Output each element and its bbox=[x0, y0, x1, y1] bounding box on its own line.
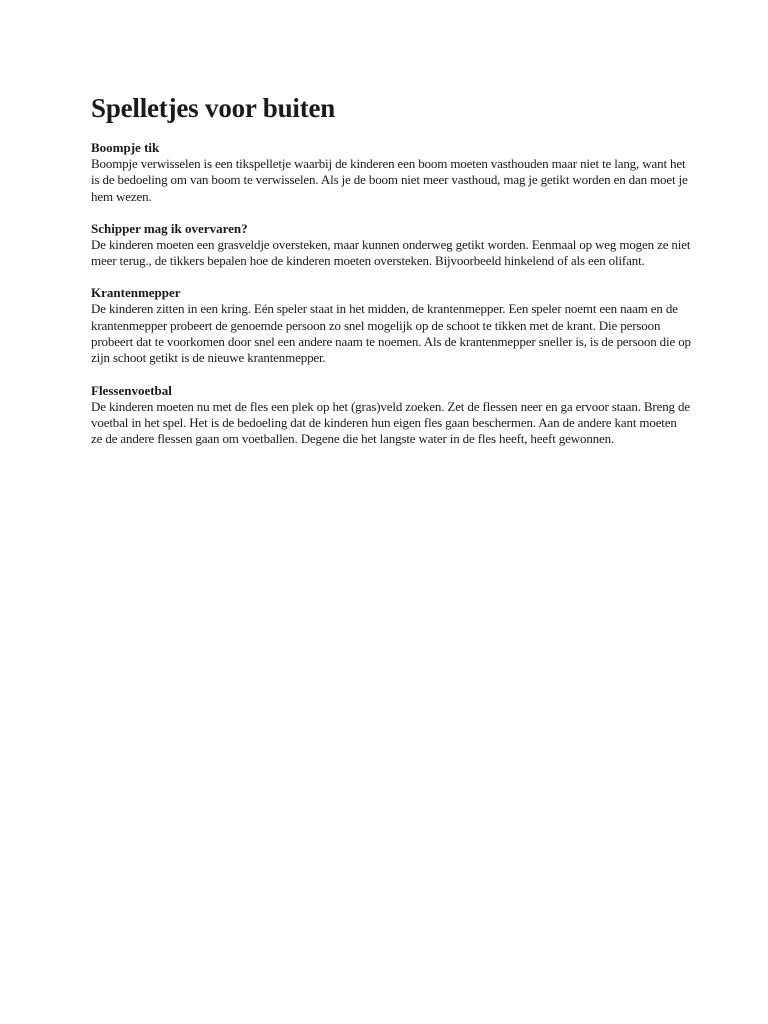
section-body: Boompje verwisselen is een tikspelletje waarbij de kinderen een boom moeten vasthouden maar niet te lang, want het is de bedoeling om van boom te verwisselen. Als je de boom niet meer vasthoud, mag je getikt worden en dan moet je hem wezen. bbox=[91, 156, 688, 204]
section-krantenmepper bbox=[91, 285, 691, 366]
section-heading: Flessenvoetbal bbox=[91, 382, 172, 398]
section-heading: Schipper mag ik overvaren? bbox=[91, 220, 248, 236]
section-flessenvoetbal bbox=[91, 383, 691, 448]
document-title: Spelletjes voor buiten bbox=[91, 93, 336, 123]
section-body: De kinderen moeten nu met de fles een plek op het (gras)veld zoeken. Zet de flessen neer en ga ervoor staan. Breng de voetbal in het spel. Het is de bedoeling dat de kinderen hun eigen fles gaan beschermen. Aan de andere kant moeten ze de andere flessen gaan om voetballen. Degene die het langste water in de fles heeft, heeft gewonnen. bbox=[91, 398, 690, 447]
section-body: De kinderen moeten een grasveldje oversteken, maar kunnen onderweg getikt worden. Eenmaal op weg mogen ze niet meer terug., de tikkers bepalen hoe de kinderen moeten oversteken. Bijvoorbeeld hinkelend of als een olifant. bbox=[91, 236, 691, 269]
section-heading: Boompje tik bbox=[91, 140, 160, 155]
section-boompje-tik bbox=[91, 140, 691, 205]
section-schipper bbox=[91, 221, 691, 270]
section-body: De kinderen zitten in een kring. Eén speler staat in het midden, de krantenmepper. Een speler noemt een naam en de krantenmepper probeert de genoemde persoon zo snel mogelijk op de schoot te tikken met de krant. Die persoon probeert dat te voorkomen door snel een andere naam te noemen. Als de krantenmepper sneller is, is de persoon die op zijn schoot getikt is de nieuwe krantenmepper. bbox=[91, 301, 691, 366]
document-page bbox=[91, 92, 691, 464]
section-heading: Krantenmepper bbox=[91, 285, 181, 301]
